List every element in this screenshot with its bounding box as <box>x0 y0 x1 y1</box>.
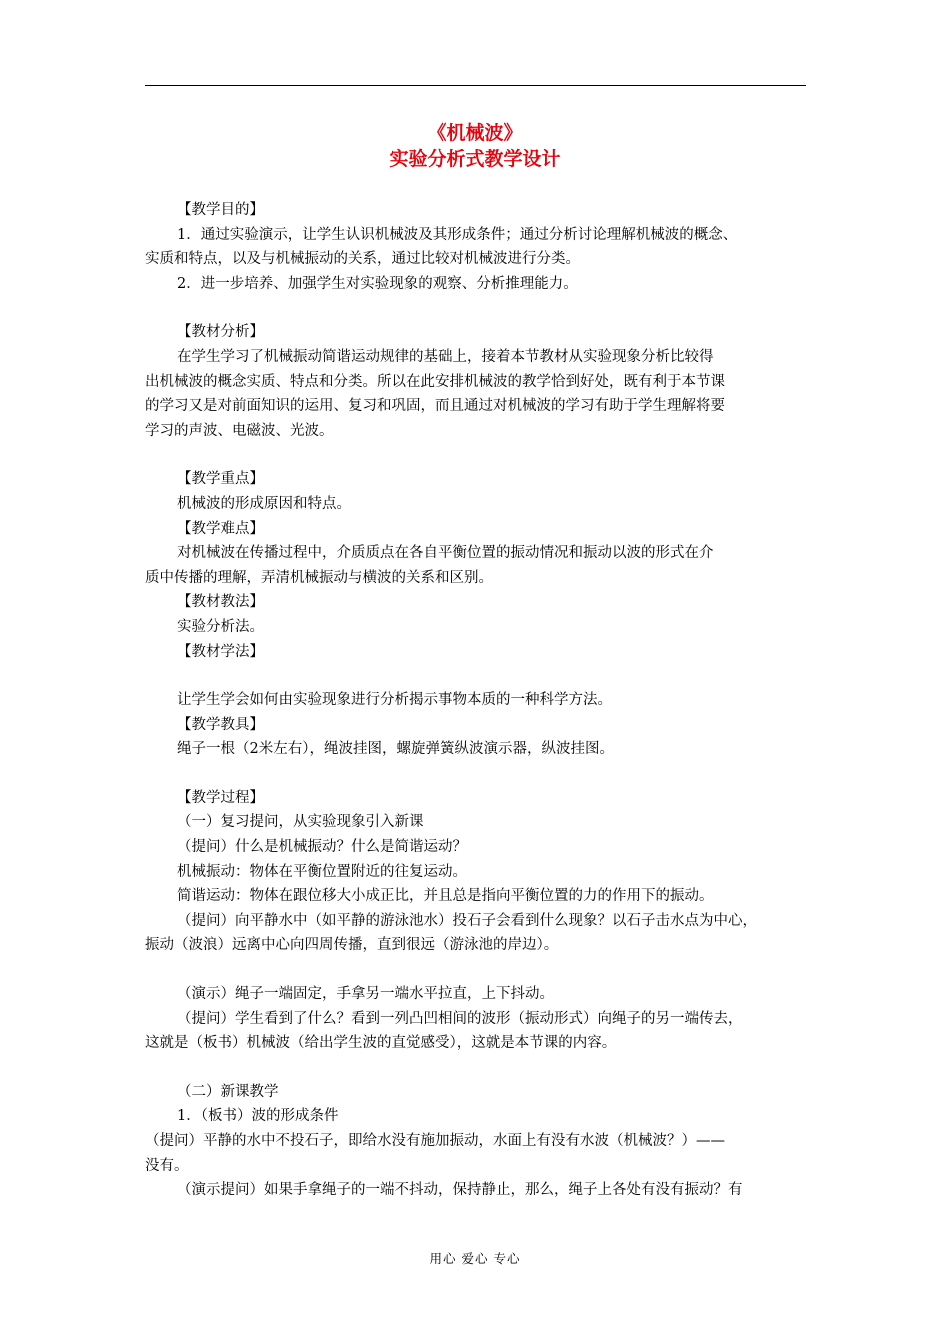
process-line-5a: （提问）向平静水中（如平静的游泳池水）投石子会看到什么现象？以石子击水点为中心， <box>177 912 757 929</box>
process-line-3: 机械振动：物体在平衡位置附近的往复运动。 <box>177 863 467 880</box>
analysis-line-4: 学习的声波、电磁波、光波。 <box>145 422 334 439</box>
process-line-10a: （提问）平静的水中不投石子，即给水没有施加振动，水面上有没有水波（机械波？）—— <box>145 1133 725 1149</box>
section-heading-tools: 【教学教具】 <box>177 716 264 733</box>
section-heading-teaching-method: 【教材教法】 <box>177 594 264 611</box>
analysis-line-1: 在学生学习了机械振动简谐运动规律的基础上，接着本节教材从实验现象分析比较得 <box>177 348 714 365</box>
goal-item-1-line-2: 实质和特点，以及与机械振动的关系，通过比较对机械波进行分类。 <box>145 251 580 268</box>
process-line-7b: 这就是（板书）机械波（给出学生波的直觉感受），这就是本节课的内容。 <box>145 1035 617 1052</box>
document-title <box>0 120 950 172</box>
title-line-1: 《机械波》 <box>427 122 523 144</box>
page-footer: 用心 爱心 专心 <box>429 1251 521 1266</box>
process-line-10b: 没有。 <box>145 1157 189 1174</box>
process-line-5b: 振动（波浪）远离中心向四周传播，直到很远（游泳池的岸边）。 <box>145 937 559 954</box>
goal-item-2: 2．进一步培养、加强学生对实验现象的观察、分析推理能力。 <box>177 275 578 292</box>
section-heading-learning-method: 【教材学法】 <box>177 643 264 660</box>
title-line-2: 实验分析式教学设计 <box>389 148 561 170</box>
learning-method-text: 让学生学会如何由实验现象进行分析揭示事物本质的一种科学方法。 <box>177 692 612 709</box>
process-line-8: （二）新课教学 <box>177 1083 279 1100</box>
process-line-11: （演示提问）如果手拿绳子的一端不抖动，保持静止，那么，绳子上各处有没有振动？有 <box>177 1182 743 1199</box>
difficulty-line-1: 对机械波在传播过程中，介质质点在各自平衡位置的振动情况和振动以波的形式在介 <box>177 545 714 562</box>
section-heading-goals: 【教学目的】 <box>177 202 264 218</box>
goal-item-1-line-1: 1．通过实验演示，让学生认识机械波及其形成条件；通过分析讨论理解机械波的概念、 <box>177 226 738 243</box>
document-body <box>145 198 810 1203</box>
process-line-7a: （提问）学生看到了什么？看到一列凸凹相间的波形（振动形式）向绳子的另一端传去， <box>177 1010 743 1027</box>
difficulty-line-2: 质中传播的理解，弄清机械振动与横波的关系和区别。 <box>145 569 493 586</box>
process-line-6: （演示）绳子一端固定，手拿另一端水平拉直，上下抖动。 <box>177 986 554 1003</box>
section-heading-process: 【教学过程】 <box>177 789 264 806</box>
section-heading-key: 【教学重点】 <box>177 471 264 488</box>
key-text: 机械波的形成原因和特点。 <box>177 495 351 512</box>
header-rule <box>145 85 806 86</box>
process-line-4: 简谐运动：物体在跟位移大小成正比，并且总是指向平衡位置的力的作用下的振动。 <box>177 888 714 905</box>
teaching-method-text: 实验分析法。 <box>177 618 264 635</box>
tools-text: 绳子一根（2米左右），绳波挂图，螺旋弹簧纵波演示器，纵波挂图。 <box>177 741 614 758</box>
process-line-1: （一）复习提问，从实验现象引入新课 <box>177 814 424 831</box>
process-line-9: 1．（板书）波的形成条件 <box>177 1108 339 1125</box>
process-line-2: （提问）什么是机械振动？什么是简谐运动？ <box>177 839 467 856</box>
analysis-line-3: 的学习又是对前面知识的运用、复习和巩固，而且通过对机械波的学习有助于学生理解将要 <box>145 398 725 415</box>
analysis-line-2: 出机械波的概念实质、特点和分类。所以在此安排机械波的教学恰到好处，既有利于本节课 <box>145 373 725 390</box>
section-heading-difficulty: 【教学难点】 <box>177 520 264 537</box>
section-heading-analysis: 【教材分析】 <box>177 324 264 341</box>
